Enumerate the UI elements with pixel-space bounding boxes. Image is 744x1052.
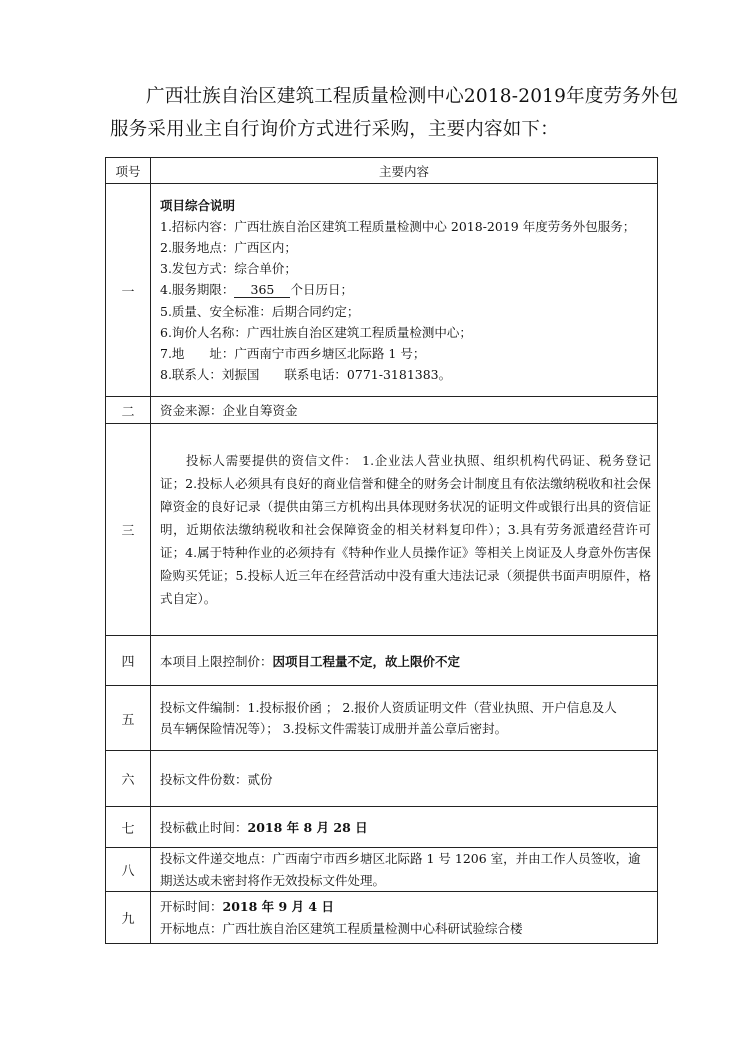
table-row-7 bbox=[106, 807, 658, 848]
row-6-number: 六 bbox=[106, 751, 151, 807]
table-row-4 bbox=[106, 636, 658, 686]
title-line-2: 服务采用业主自行询价方式进行采购，主要内容如下： bbox=[110, 119, 559, 140]
row-5-line-2: 员车辆保险情况等）； 3.投标文件需装订成册并盖公章后密封。 bbox=[160, 721, 508, 736]
row-1-item-7: 7.地 址：广西南宁市西乡塘区北际路 1 号； bbox=[160, 346, 426, 361]
table-header-row bbox=[106, 158, 658, 184]
row-1-item-4 bbox=[160, 279, 651, 300]
service-period-label: 4.服务期限： bbox=[160, 282, 235, 298]
row-1-item-3: 3.发包方式：综合单价； bbox=[160, 261, 297, 277]
row-9-number: 九 bbox=[106, 892, 151, 944]
table-row-9 bbox=[106, 892, 658, 944]
table-row-6 bbox=[106, 751, 658, 807]
row-4-number: 四 bbox=[106, 636, 151, 686]
opening-time-label: 开标时间： bbox=[160, 899, 223, 915]
row-7-content bbox=[151, 807, 658, 848]
row-1-item-5: 5.质量、安全标准：后期合同约定； bbox=[160, 303, 360, 319]
row-5-number: 五 bbox=[106, 686, 151, 751]
row-1-item-1: 1.招标内容：广西壮族自治区建筑工程质量检测中心 2018-2019 年度劳务外包服务； bbox=[160, 218, 636, 234]
row-8-number: 八 bbox=[106, 848, 151, 892]
opening-time-value: 2018 年 9 月 4 日 bbox=[222, 899, 334, 915]
row-1-item-8: 8.联系人：刘振国 联系电话：0771-3181383。 bbox=[160, 367, 452, 383]
row-1-content bbox=[151, 184, 658, 397]
opening-time-line bbox=[160, 896, 651, 917]
table-row-5 bbox=[106, 686, 658, 751]
row-3-content: 投标人需要提供的资信文件： 1.企业法人营业执照、组织机构代码证、税务登记证；2.投标人必须具有良好的商业信誉和健全的财务会计制度且有依法缴纳税收和社会保障资金的良好记录（提供由第三方机构出具体现财务状况的证明文件或银行出具的资信证明，近期依法缴纳税收和社会保障资金的相关材料复印件）；3.具有劳务派遣经营许可证；4.属于特种作业的必须持有《特种作业人员操作证》等相关上岗证及人身意外伤害保险购买凭证；5.投标人近三年在经营活动中没有重大违法记录（须提供书面声明原件，格式自定）。 bbox=[151, 424, 658, 636]
table-row-1 bbox=[106, 184, 658, 397]
control-price-label: 本项目上限控制价： bbox=[160, 653, 273, 669]
deadline-value: 2018 年 8 月 28 日 bbox=[247, 820, 368, 835]
row-8-content bbox=[151, 848, 658, 892]
row-8-line-1: 投标文件递交地点：广西南宁市西乡塘区北际路 1 号 1206 室，并由工作人员签收，逾 bbox=[160, 851, 641, 867]
deadline-label: 投标截止时间： bbox=[160, 820, 248, 835]
service-period-unit: 个日历日； bbox=[290, 282, 353, 298]
row-1-number: 一 bbox=[106, 184, 151, 397]
document-title bbox=[110, 80, 679, 146]
table-row-3 bbox=[106, 424, 658, 636]
row-4-content bbox=[151, 636, 658, 686]
row-9-content bbox=[151, 892, 658, 944]
row-5-line-1: 投标文件编制：1.投标报价函 ； 2.报价人资质证明文件（营业执照、开户信息及人 bbox=[160, 699, 617, 715]
header-main-content: 主要内容 bbox=[151, 158, 658, 184]
row-2-number: 二 bbox=[106, 397, 151, 424]
row-2-content: 资金来源：企业自筹资金 bbox=[151, 397, 658, 424]
row-6-content: 投标文件份数：贰份 bbox=[151, 751, 658, 807]
title-line-1: 广西壮族自治区建筑工程质量检测中心2018-2019年度劳务外包 bbox=[146, 86, 679, 107]
row-1-heading: 项目综合说明 bbox=[160, 197, 236, 213]
service-period-value: 365 bbox=[234, 282, 290, 298]
content-table bbox=[105, 157, 658, 944]
row-3-number: 三 bbox=[106, 424, 151, 636]
row-5-content bbox=[151, 686, 658, 751]
row-1-item-6: 6.询价人名称：广西壮族自治区建筑工程质量检测中心； bbox=[160, 324, 472, 340]
opening-place-line: 开标地点：广西壮族自治区建筑工程质量检测中心科研试验综合楼 bbox=[160, 920, 523, 936]
header-item-number: 项号 bbox=[106, 158, 151, 184]
row-1-item-2: 2.服务地点：广西区内； bbox=[160, 239, 297, 255]
control-price-value: 因项目工程量不定，故上限价不定 bbox=[272, 653, 461, 669]
row-8-line-2: 期送达或未密封将作无效投标文件处理。 bbox=[160, 872, 386, 888]
table-row-8 bbox=[106, 848, 658, 892]
row-7-number: 七 bbox=[106, 807, 151, 848]
table-row-2 bbox=[106, 397, 658, 424]
